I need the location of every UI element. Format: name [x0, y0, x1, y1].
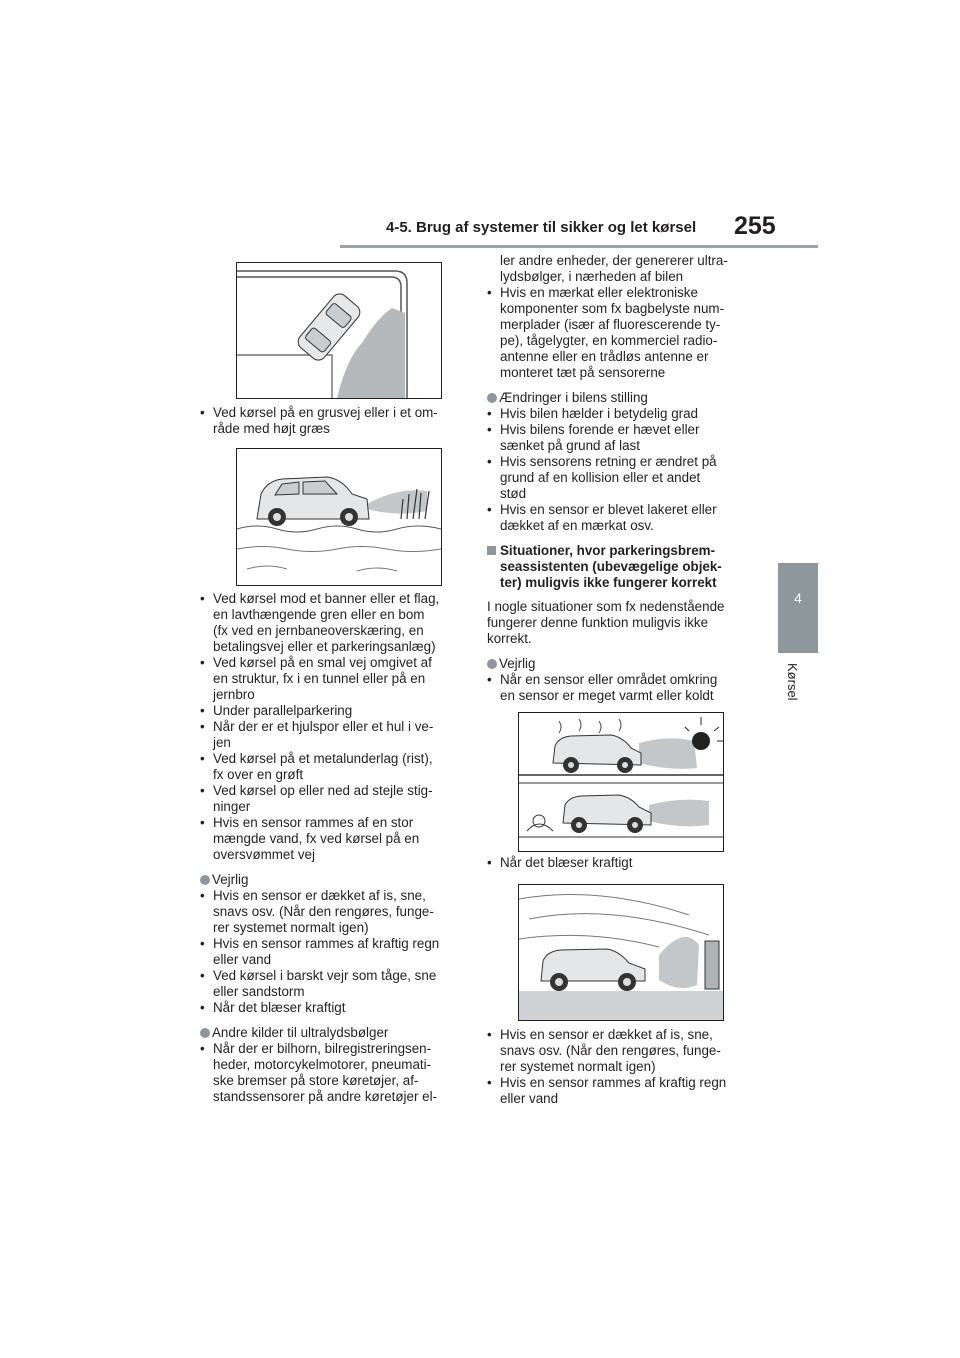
- right-column-wind: [487, 855, 757, 871]
- figure-windy: [518, 884, 724, 1021]
- list-item: • Ved kørsel mod et banner eller et flag, en lavthængende gren eller en bom (fx ved en jernbaneoverskæring, en betalingsvej eller et parkeringsanlæg): [200, 591, 440, 654]
- figure-hot-cold: [518, 712, 724, 852]
- weather-heading: Vejrlig: [200, 872, 472, 888]
- bullet-dot-icon: [200, 1028, 210, 1038]
- list-item: • Under parallelparkering: [200, 703, 353, 718]
- bullet-dot-icon: [200, 875, 210, 885]
- list-item: • Ved kørsel på en grusvej eller i et om- råde med højt græs: [200, 405, 438, 436]
- list-item: • Hvis bilen hælder i betydelig grad: [487, 406, 698, 421]
- list-item: • Hvis en sensor er blevet lakeret eller dækket af en mærkat osv.: [487, 502, 717, 533]
- left-column-list: [200, 591, 472, 1105]
- posture-heading: Ændringer i bilens stilling: [487, 390, 757, 406]
- bullet-dot-icon: [487, 659, 497, 669]
- right-column-end: [487, 1027, 757, 1107]
- list-item: • Hvis bilens forende er hævet eller sænket på grund af last: [487, 422, 700, 453]
- list-item: • Ved kørsel på et metalunderlag (rist), fx over en grøft: [200, 751, 433, 782]
- chapter-label: Kørsel: [785, 663, 800, 701]
- grass-road-illustration: [237, 449, 441, 585]
- list-item: • Når der er et hjulspor eller et hul i ve- jen: [200, 719, 434, 750]
- list-item: • Ved kørsel på en smal vej omgivet af en struktur, fx i en tunnel eller på en jernbro: [200, 655, 432, 702]
- left-column: [200, 405, 472, 437]
- list-item: • Hvis en sensor er dækket af is, sne, snavs osv. (Når den rengøres, funge- rer systemet normalt igen): [487, 1027, 721, 1074]
- figure-corner-parking: [236, 262, 442, 399]
- list-item: • Hvis en sensor rammes af kraftig regn eller vand: [487, 1075, 727, 1106]
- corner-parking-illustration: [237, 263, 441, 398]
- list-item: • Når det blæser kraftigt: [200, 1000, 346, 1015]
- situation-heading: Situationer, hvor parkeringsbrem- seassistenten (ubevægelige objek- ter) muligvis ikke fungerer korrekt: [487, 543, 757, 591]
- windy-illustration: [519, 885, 723, 1020]
- weather-heading-right: Vejrlig: [487, 656, 757, 672]
- page-number: 255: [734, 212, 776, 240]
- list-item: • Hvis en sensor rammes af en stor mængde vand, fx ved kørsel på en oversvømmet vej: [200, 815, 420, 862]
- section-title: 4-5. Brug af systemer til sikker og let kørsel: [386, 219, 697, 236]
- other-sources-heading: Andre kilder til ultralydsbølger: [200, 1025, 472, 1041]
- right-column: [487, 253, 757, 704]
- list-item-continued: ler andre enheder, der genererer ultra- lydsbølger, i nærheden af bilen: [500, 253, 728, 284]
- list-item: • Hvis en sensor rammes af kraftig regn eller vand: [200, 936, 440, 967]
- square-bullet-icon: [487, 546, 496, 555]
- chapter-tab: [778, 563, 818, 653]
- hot-cold-illustration: [519, 713, 723, 851]
- list-item: • Når der er bilhorn, bilregistreringsen- heder, motorcykelmotorer, pneumati- ske bremser på store køretøjer, af- standssensorer på andre køretøjer el-: [200, 1041, 438, 1104]
- list-item: • Hvis en sensor er dækket af is, sne, snavs osv. (Når den rengøres, funge- rer systemet normalt igen): [200, 888, 434, 935]
- header-rule: [340, 245, 818, 248]
- list-item: • Ved kørsel i barskt vejr som tåge, sne eller sandstorm: [200, 968, 437, 999]
- list-item: • Når det blæser kraftigt: [487, 855, 633, 870]
- list-item: • Hvis sensorens retning er ændret på grund af en kollision eller et andet stød: [487, 454, 717, 501]
- list-item: • Ved kørsel op eller ned ad stejle stig- ninger: [200, 783, 433, 814]
- list-item: • Når en sensor eller området omkring en sensor er meget varmt eller koldt: [487, 672, 718, 703]
- bullet-dot-icon: [487, 393, 497, 403]
- list-item: • Hvis en mærkat eller elektroniske komponenter som fx bagbelyste num- merplader (især af fluorescerende ty- pe), tågelygter, en kommerciel radio- antenne eller en trådløs antenne er monteret tæt på sensorerne: [487, 285, 725, 380]
- chapter-number: 4: [794, 590, 802, 606]
- situation-text: I nogle situationer som fx nedenstående fungerer denne funktion muligvis ikke korrekt.: [487, 599, 725, 646]
- figure-grass-road: [236, 448, 442, 586]
